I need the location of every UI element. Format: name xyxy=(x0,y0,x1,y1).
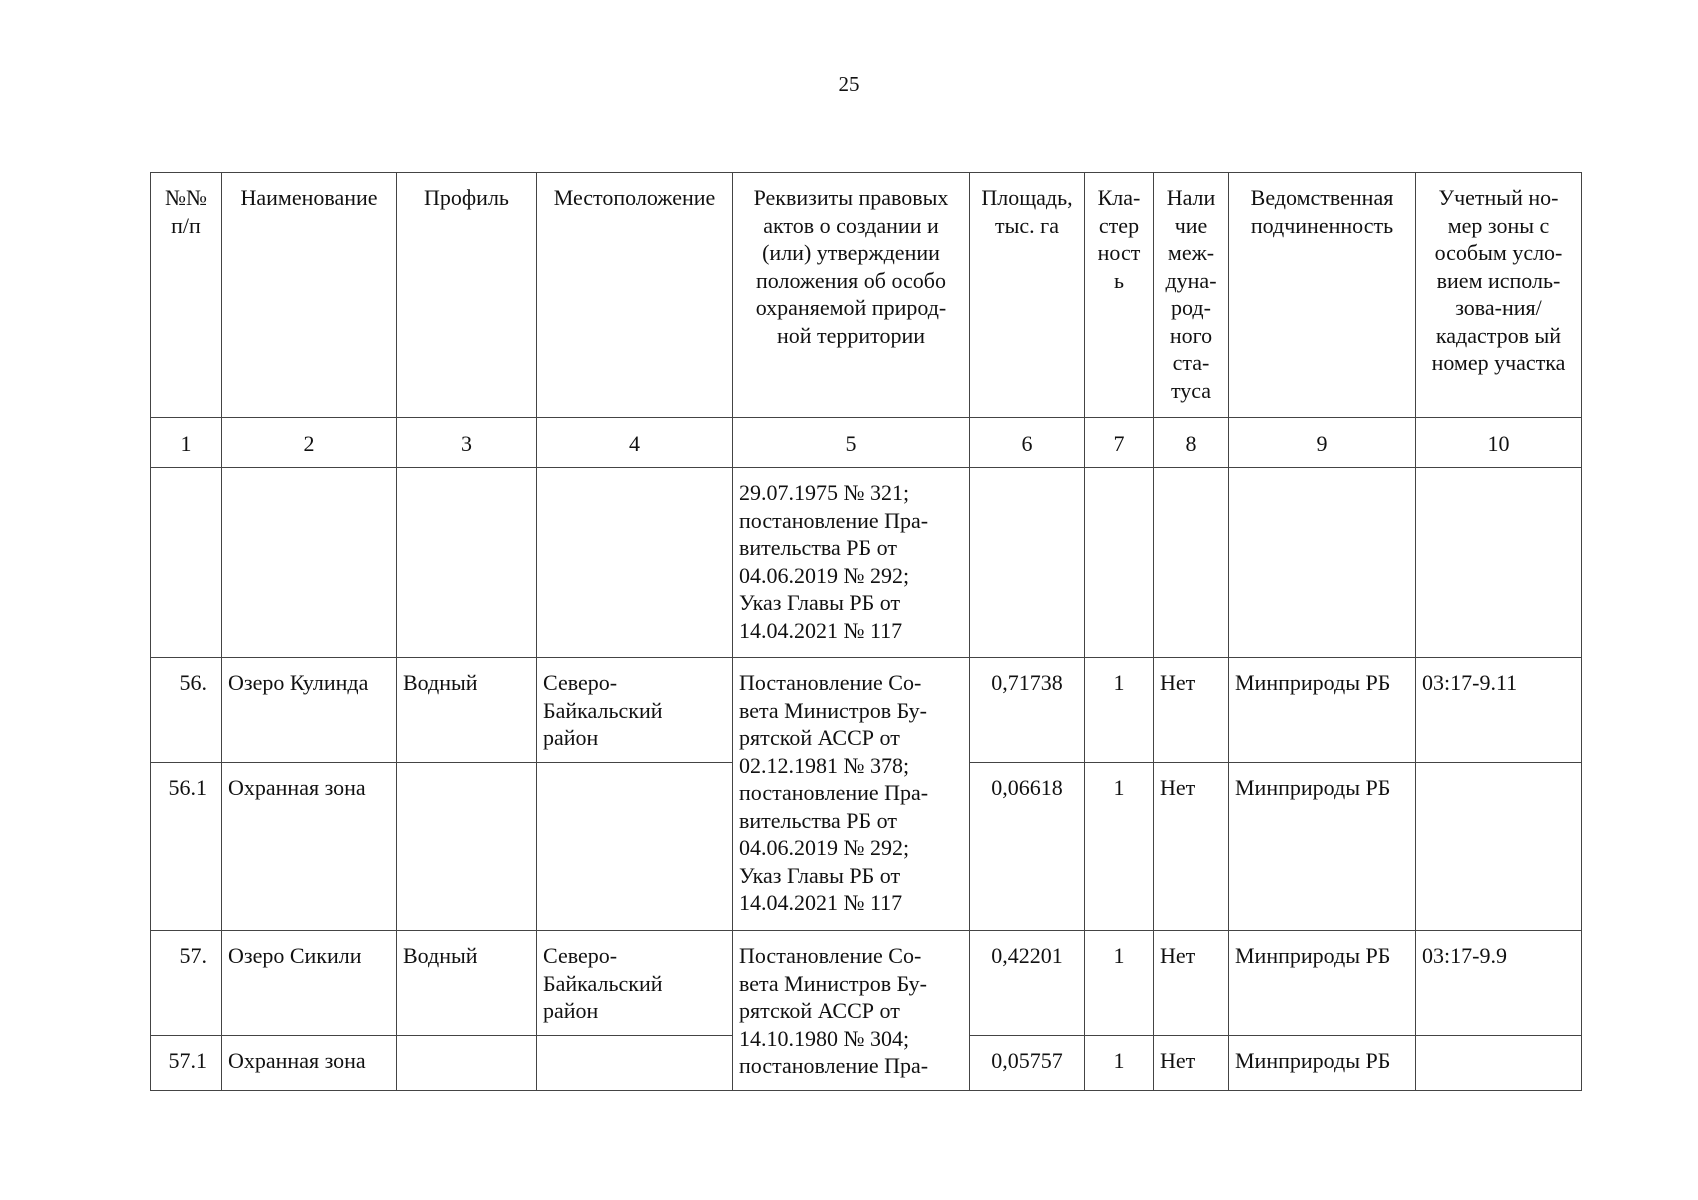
legal-acts-cell: 29.07.1975 № 321; постановление Пра- вительства РБ от 04.06.2019 № 292; Указ Главы РБ от 14.04.2021 № 117 xyxy=(733,468,970,658)
location-cell: Северо- Байкальский район xyxy=(537,658,733,763)
empty-cell xyxy=(537,468,733,658)
profile-cell: Водный xyxy=(397,931,537,1036)
empty-cell xyxy=(1416,1036,1582,1091)
empty-cell xyxy=(1085,468,1154,658)
column-number: 2 xyxy=(222,418,397,468)
header-cell: Ведомственная подчиненность xyxy=(1229,173,1416,418)
header-cell: Кла-стер ност ь xyxy=(1085,173,1154,418)
empty-cell xyxy=(1416,763,1582,931)
column-number: 7 xyxy=(1085,418,1154,468)
header-cell: Наименование xyxy=(222,173,397,418)
reg-number-cell: 03:17-9.11 xyxy=(1416,658,1582,763)
intl-status-cell: Нет xyxy=(1154,763,1229,931)
authority-cell: Минприроды РБ xyxy=(1229,658,1416,763)
name-cell: Озеро Кулинда xyxy=(222,658,397,763)
column-number: 10 xyxy=(1416,418,1582,468)
row-number: 56.1 xyxy=(151,763,222,931)
intl-status-cell: Нет xyxy=(1154,931,1229,1036)
header-cell: Нали чие меж-дуна-род-ного ста-туса xyxy=(1154,173,1229,418)
continuation-row xyxy=(151,468,1582,658)
row-number: 56. xyxy=(151,658,222,763)
column-number: 5 xyxy=(733,418,970,468)
authority-cell: Минприроды РБ xyxy=(1229,1036,1416,1091)
table-row xyxy=(151,931,1582,1036)
cluster-cell: 1 xyxy=(1085,931,1154,1036)
area-cell: 0,06618 xyxy=(970,763,1085,931)
header-cell: Площадь, тыс. га xyxy=(970,173,1085,418)
legal-acts-cell: Постановление Со- вета Министров Бу- рятской АССР от 02.12.1981 № 378; постановление Пра- вительства РБ от 04.06.2019 № 292; Указ Главы РБ от 14.04.2021 № 117 xyxy=(733,658,970,931)
header-cell: Местоположение xyxy=(537,173,733,418)
empty-cell xyxy=(1229,468,1416,658)
empty-cell xyxy=(397,1036,537,1091)
column-number: 4 xyxy=(537,418,733,468)
protected-areas-table xyxy=(150,172,1582,1091)
reg-number-cell: 03:17-9.9 xyxy=(1416,931,1582,1036)
page-number: 25 xyxy=(838,72,860,96)
header-cell: №№ п/п xyxy=(151,173,222,418)
empty-cell xyxy=(397,763,537,931)
header-cell: Учетный но-мер зоны с особым усло-вием исполь-зова-ния/кадастров ый номер участка xyxy=(1416,173,1582,418)
column-number: 3 xyxy=(397,418,537,468)
column-number: 1 xyxy=(151,418,222,468)
name-cell: Охранная зона xyxy=(222,763,397,931)
cluster-cell: 1 xyxy=(1085,1036,1154,1091)
area-cell: 0,71738 xyxy=(970,658,1085,763)
area-cell: 0,42201 xyxy=(970,931,1085,1036)
row-number: 57. xyxy=(151,931,222,1036)
empty-cell xyxy=(151,468,222,658)
cluster-cell: 1 xyxy=(1085,658,1154,763)
name-cell: Охранная зона xyxy=(222,1036,397,1091)
empty-cell xyxy=(537,1036,733,1091)
location-cell: Северо- Байкальский район xyxy=(537,931,733,1036)
authority-cell: Минприроды РБ xyxy=(1229,763,1416,931)
intl-status-cell: Нет xyxy=(1154,1036,1229,1091)
header-cell: Профиль xyxy=(397,173,537,418)
area-cell: 0,05757 xyxy=(970,1036,1085,1091)
authority-cell: Минприроды РБ xyxy=(1229,931,1416,1036)
cluster-cell: 1 xyxy=(1085,763,1154,931)
column-number: 8 xyxy=(1154,418,1229,468)
intl-status-cell: Нет xyxy=(1154,658,1229,763)
empty-cell xyxy=(222,468,397,658)
profile-cell: Водный xyxy=(397,658,537,763)
column-number: 9 xyxy=(1229,418,1416,468)
header-cell: Реквизиты правовых актов о создании и (или) утверждении положения об особо охраняемой природ-ной территории xyxy=(733,173,970,418)
legal-acts-cell: Постановление Со- вета Министров Бу- рятской АССР от 14.10.1980 № 304; постановление Пра- xyxy=(733,931,970,1091)
empty-cell xyxy=(1416,468,1582,658)
name-cell: Озеро Сикили xyxy=(222,931,397,1036)
empty-cell xyxy=(970,468,1085,658)
header-row xyxy=(151,173,1582,418)
row-number: 57.1 xyxy=(151,1036,222,1091)
column-number-row xyxy=(151,418,1582,468)
empty-cell xyxy=(397,468,537,658)
table-row xyxy=(151,658,1582,763)
empty-cell xyxy=(1154,468,1229,658)
column-number: 6 xyxy=(970,418,1085,468)
empty-cell xyxy=(537,763,733,931)
